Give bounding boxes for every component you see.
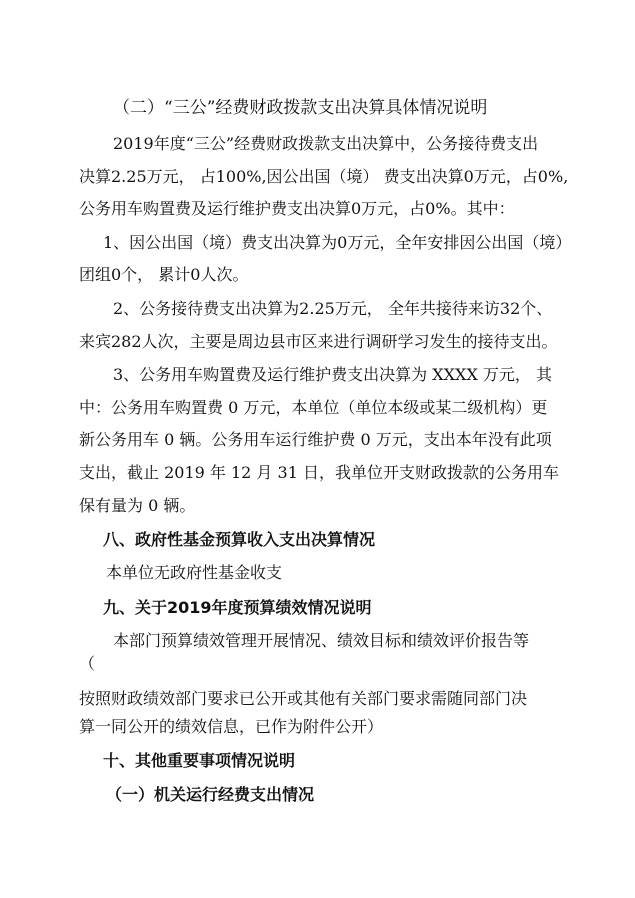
paragraph-line: 2019年度“三公”经费财政拨款支出决算中，公务接待费支出: [113, 134, 539, 153]
paragraph-line: 团组0个， 累计0人次。: [79, 265, 249, 284]
paragraph-line: 按照财政绩效部门要求已公开或其他有关部门要求需随同部门决: [79, 689, 528, 708]
paragraph-line: 3、公务用车购置费及运行维护费支出决算为 XXXX 万元， 其: [113, 365, 553, 384]
section-heading-sanggong: （二）“三公”经费财政拨款支出决算具体情况说明: [113, 98, 488, 118]
paragraph-line: 中：公务用车购置费 0 万元，本单位（单位本级或某二级机构）更: [79, 398, 548, 417]
section-heading-10: 十、其他重要事项情况说明: [103, 751, 296, 770]
paragraph-line: 保有量为 0 辆。: [79, 496, 196, 515]
paragraph-line: 算一同公开的绩效信息，已作为附件公开）: [79, 717, 384, 736]
paragraph-line: 新公务用车 0 辆。公务用车运行维护费 0 万元，支出本年没有此项: [79, 430, 552, 449]
section-heading-9: 九、关于2019年度预算绩效情况说明: [103, 598, 372, 617]
paragraph-line: 1、因公出国（境）费支出决算为0万元，全年安排因公出国（境）: [103, 233, 572, 252]
paragraph-line: 本部门预算绩效管理开展情况、绩效目标和绩效评价报告等: [113, 631, 530, 650]
paragraph-line: 本单位无政府性基金收支: [106, 563, 283, 582]
paragraph-line: 2、公务接待费支出决算为2.25万元， 全年共接待来访32个、: [113, 299, 553, 318]
paragraph-line: 决算2.25万元， 占100%,因公出国（境） 费支出决算0万元，占0%,: [79, 167, 569, 186]
paragraph-line: 公务用车购置费及运行维护费支出决算0万元，占0%。其中：: [79, 199, 515, 218]
section-heading-8: 八、政府性基金预算收入支出决算情况: [103, 530, 376, 549]
paragraph-line: （: [79, 654, 96, 673]
paragraph-line: 来宾282人次，主要是周边县市区来进行调研学习发生的接待支出。: [79, 332, 558, 351]
subsection-heading: （一）机关运行经费支出情况: [106, 785, 315, 804]
paragraph-line: 支出，截止 2019 年 12 月 31 日，我单位开支财政拨款的公务用车: [79, 463, 559, 482]
